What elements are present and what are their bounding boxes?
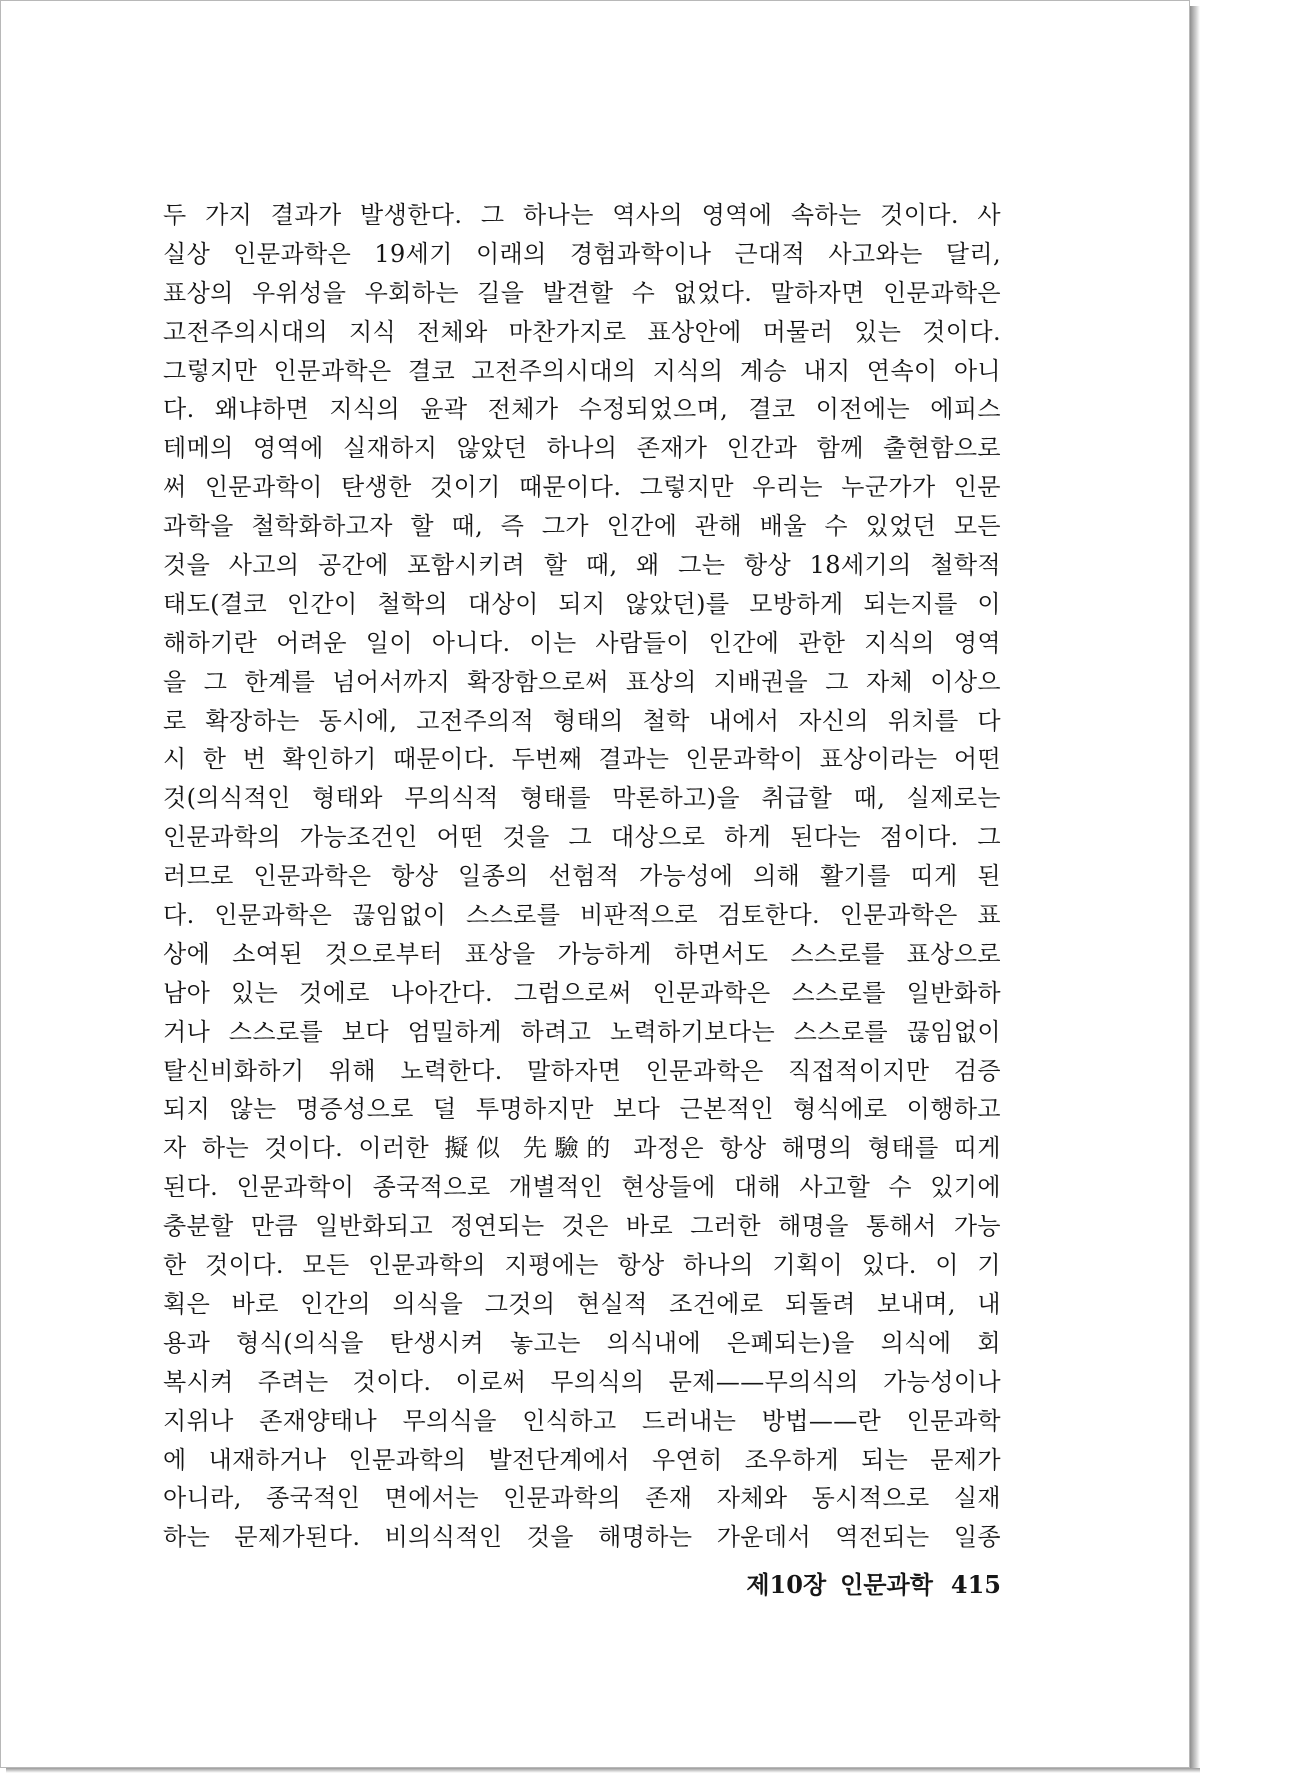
text-line: 한 것이다. 모든 인문과학의 지평에는 항상 하나의 기획이 있다. 이 기	[163, 1251, 1001, 1280]
text-line: 상에 소여된 것으로부터 표상을 가능하게 하면서도 스스로를 표상으로	[163, 939, 1001, 968]
text-line: 하는 문제가된다. 비의식적인 것을 해명하는 가운데서 역전되는 일종	[163, 1523, 1001, 1552]
text-line: 을 그 한계를 넘어서까지 확장함으로써 표상의 지배권을 그 자체 이상으	[163, 667, 1001, 696]
text-line: 두 가지 결과가 발생한다. 그 하나는 역사의 영역에 속하는 것이다. 사	[163, 201, 1001, 229]
text-line: 지위나 존재양태나 무의식을 인식하고 드러내는 방법——란 인문과학	[163, 1406, 1001, 1435]
page-footer	[736, 1568, 1001, 1602]
text-line: 남아 있는 것에로 나아간다. 그럼으로써 인문과학은 스스로를 일반화하	[163, 978, 1001, 1007]
text-line: 과학을 철학화하고자 할 때, 즉 그가 인간에 관해 배울 수 있었던 모든	[163, 512, 1001, 541]
page-number: 415	[950, 1570, 1001, 1599]
text-line: 획은 바로 인간의 의식을 그것의 현실적 조건에로 되돌려 보내며, 내	[163, 1289, 1001, 1318]
text-line: 써 인문과학이 탄생한 것이기 때문이다. 그렇지만 우리는 누군가가 인문	[163, 473, 1001, 502]
chapter-label: 제10장	[746, 1570, 827, 1599]
text-line: 것을 사고의 공간에 포함시키려 할 때, 왜 그는 항상 18세기의 철학적	[163, 551, 1001, 580]
text-line: 고전주의시대의 지식 전체와 마찬가지로 표상안에 머물러 있는 것이다.	[163, 317, 1001, 346]
running-title: 인문과학	[840, 1570, 933, 1599]
text-line: 테메의 영역에 실재하지 않았던 하나의 존재가 인간과 함께 출현함으로	[163, 434, 1001, 463]
page-bottom-shadow	[6, 1768, 1200, 1773]
text-line: 것(의식적인 형태와 무의식적 형태를 막론하고)을 취급할 때, 실제로는	[163, 784, 1001, 813]
text-line: 표상의 우위성을 우회하는 길을 발견할 수 없었다. 말하자면 인문과학은	[163, 278, 1001, 307]
text-line: 충분할 만큼 일반화되고 정연되는 것은 바로 그러한 해명을 통해서 가능	[163, 1212, 1001, 1241]
text-line: 거나 스스로를 보다 엄밀하게 하려고 노력하기보다는 스스로를 끊임없이	[163, 1017, 1001, 1046]
text-line: 다. 왜냐하면 지식의 윤곽 전체가 수정되었으며, 결코 이전에는 에피스	[163, 395, 1001, 424]
text-line: 다. 인문과학은 끊임없이 스스로를 비판적으로 검토한다. 인문과학은 표	[163, 901, 1001, 930]
text-line: 해하기란 어려운 일이 아니다. 이는 사람들이 인간에 관한 지식의 영역	[163, 628, 1001, 657]
text-line: 에 내재하거나 인문과학의 발전단계에서 우연히 조우하게 되는 문제가	[163, 1445, 1001, 1474]
text-line: 시 한 번 확인하기 때문이다. 두번째 결과는 인문과학이 표상이라는 어떤	[163, 745, 1001, 774]
text-line: 된다. 인문과학이 종국적으로 개별적인 현상들에 대해 사고할 수 있기에	[163, 1173, 1001, 1202]
text-line: 용과 형식(의식을 탄생시켜 놓고는 의식내에 은폐되는)을 의식에 회	[163, 1328, 1001, 1357]
text-line: 아니라, 종국적인 면에서는 인문과학의 존재 자체와 동시적으로 실재	[163, 1484, 1001, 1513]
text-line: 그렇지만 인문과학은 결코 고전주의시대의 지식의 계승 내지 연속이 아니	[163, 356, 1001, 385]
text-line: 인문과학의 가능조건인 어떤 것을 그 대상으로 하게 된다는 점이다. 그	[163, 823, 1001, 852]
text-line: 자 하는 것이다. 이러한 擬似 先驗的 과정은 항상 해명의 형태를 띠게	[163, 1134, 1001, 1163]
text-line: 탈신비화하기 위해 노력한다. 말하자면 인문과학은 직접적이지만 검증	[163, 1056, 1001, 1085]
page-edge-shadow	[1190, 6, 1200, 1773]
text-line: 태도(결코 인간이 철학의 대상이 되지 않았던)를 모방하게 되는지를 이	[163, 589, 1001, 618]
text-line: 복시켜 주려는 것이다. 이로써 무의식의 문제——무의식의 가능성이나	[163, 1367, 1001, 1396]
text-line: 로 확장하는 동시에, 고전주의적 형태의 철학 내에서 자신의 위치를 다	[163, 706, 1001, 735]
text-line: 러므로 인문과학은 항상 일종의 선험적 가능성에 의해 활기를 띠게 된	[163, 862, 1001, 891]
text-line: 되지 않는 명증성으로 덜 투명하지만 보다 근본적인 형식에로 이행하고	[163, 1095, 1001, 1124]
body-text	[163, 196, 1001, 1557]
text-line: 실상 인문과학은 19세기 이래의 경험과학이나 근대적 사고와는 달리,	[163, 239, 1001, 268]
